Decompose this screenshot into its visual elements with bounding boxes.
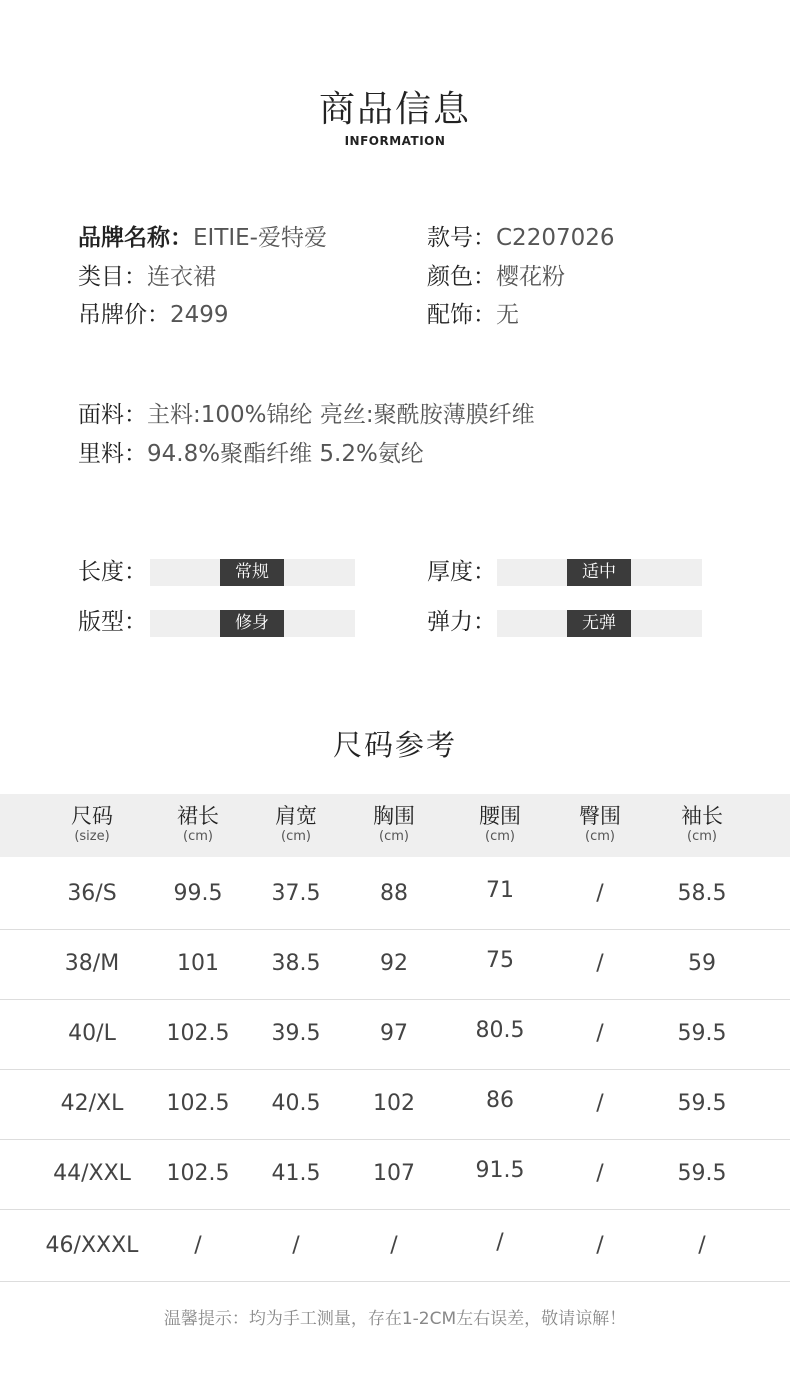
fabric-outer-label: 面料： [78, 402, 147, 428]
table-row [0, 998, 790, 1070]
table-row [0, 858, 790, 930]
category-row [78, 262, 216, 292]
table-cell: 71 [486, 878, 514, 903]
table-cell: 38/M [64, 951, 120, 976]
header-name: 袖长 [681, 804, 723, 828]
header-name: 肩宽 [275, 804, 317, 828]
header-name: 裙长 [177, 804, 219, 828]
page-title: 商品信息 [318, 89, 471, 130]
header-name: 臀围 [579, 804, 621, 828]
style-no-value: C2207026 [496, 225, 615, 251]
table-cell: / [496, 1230, 504, 1255]
table-cell: 42/XL [60, 1091, 124, 1116]
table-cell: 80.5 [475, 1018, 525, 1043]
brand-label: 品牌名称： [78, 225, 193, 251]
table-cell: 102 [373, 1091, 415, 1116]
category-value: 连衣裙 [147, 264, 216, 290]
table-cell: / [596, 1021, 604, 1046]
category-label: 类目： [78, 264, 147, 290]
attr-fit-bar [150, 610, 355, 637]
table-cell: / [596, 951, 604, 976]
table-cell: 102.5 [166, 1021, 230, 1046]
attr-length-bar [150, 559, 355, 586]
price-row [78, 300, 229, 330]
table-cell: 101 [177, 951, 219, 976]
table-cell: 38.5 [271, 951, 321, 976]
table-cell: 58.5 [677, 881, 727, 906]
header-name: 胸围 [373, 804, 415, 828]
table-cell: / [390, 1233, 398, 1258]
page-subtitle: INFORMATION [344, 134, 446, 148]
table-row [0, 928, 790, 1000]
color-label: 颜色： [427, 264, 496, 290]
attr-elasticity-tag: 无弹 [567, 610, 631, 637]
table-cell: / [596, 1161, 604, 1186]
table-cell: / [292, 1233, 300, 1258]
price-label: 吊牌价： [78, 302, 170, 328]
attr-thickness-bar [497, 559, 702, 586]
table-row [0, 1068, 790, 1140]
table-cell: 86 [486, 1088, 514, 1113]
attr-thickness-tag: 适中 [567, 559, 631, 586]
header-unit: (size) [74, 829, 110, 844]
header-unit: (cm) [687, 829, 717, 844]
table-cell: / [194, 1233, 202, 1258]
brand-row [78, 223, 327, 253]
header-unit: (cm) [281, 829, 311, 844]
attr-length-tag: 常规 [220, 559, 284, 586]
fabric-lining-value: 94.8%聚酯纤维 5.2%氨纶 [147, 441, 424, 467]
header-cell [246, 803, 346, 845]
attr-elasticity-label: 弹力： [427, 609, 496, 635]
header-unit: (cm) [379, 829, 409, 844]
table-cell: 40/L [68, 1021, 116, 1046]
fabric-lining-row [78, 439, 424, 469]
table-cell: 107 [373, 1161, 415, 1186]
table-cell: 59.5 [677, 1091, 727, 1116]
price-value: 2499 [170, 302, 229, 328]
table-cell: 41.5 [271, 1161, 321, 1186]
table-cell: 59.5 [677, 1021, 727, 1046]
info-header [0, 88, 790, 148]
header-cell [652, 803, 752, 845]
table-cell: 46/XXXL [45, 1233, 139, 1258]
header-cell [344, 803, 444, 845]
accessory-row [427, 300, 519, 330]
header-name: 腰围 [479, 804, 521, 828]
attr-thickness-label: 厚度： [427, 559, 496, 585]
table-cell: 37.5 [271, 881, 321, 906]
attr-elasticity-bar [497, 610, 702, 637]
attr-fit-label: 版型： [78, 609, 147, 635]
color-value: 樱花粉 [496, 264, 565, 290]
header-unit: (cm) [183, 829, 213, 844]
table-cell: 91.5 [475, 1158, 525, 1183]
header-unit: (cm) [485, 829, 515, 844]
header-cell [450, 803, 550, 845]
accessory-value: 无 [496, 302, 519, 328]
table-cell: / [596, 1091, 604, 1116]
table-cell: 59.5 [677, 1161, 727, 1186]
accessory-label: 配饰： [427, 302, 496, 328]
fabric-lining-label: 里料： [78, 441, 147, 467]
attr-length-label: 长度： [78, 559, 147, 585]
table-cell: / [698, 1233, 706, 1258]
header-cell [42, 803, 142, 845]
measurement-note: 温馨提示：均为手工测量，存在1-2CM左右误差，敬请谅解！ [163, 1309, 627, 1329]
table-row [0, 1210, 790, 1282]
header-unit: (cm) [585, 829, 615, 844]
fabric-outer-value: 主料:100%锦纶 亮丝:聚酰胺薄膜纤维 [147, 402, 535, 428]
table-cell: / [596, 881, 604, 906]
table-cell: 99.5 [173, 881, 223, 906]
header-cell [550, 803, 650, 845]
table-cell: 59 [688, 951, 716, 976]
color-row [427, 262, 565, 292]
table-cell: 36/S [67, 881, 117, 906]
table-cell: 97 [380, 1021, 408, 1046]
attr-fit-tag: 修身 [220, 610, 284, 637]
table-cell: 75 [486, 948, 514, 973]
brand-value: EITIE-爱特爱 [193, 225, 327, 251]
table-row [0, 1138, 790, 1210]
header-name: 尺码 [71, 804, 113, 828]
header-cell [148, 803, 248, 845]
table-cell: 39.5 [271, 1021, 321, 1046]
size-table-header [0, 794, 790, 857]
table-cell: / [596, 1233, 604, 1258]
table-cell: 102.5 [166, 1091, 230, 1116]
table-cell: 92 [380, 951, 408, 976]
size-chart-title: 尺码参考 [332, 728, 457, 762]
table-cell: 88 [380, 881, 408, 906]
style-no-label: 款号： [427, 225, 496, 251]
table-cell: 40.5 [271, 1091, 321, 1116]
style-no-row [427, 223, 615, 253]
table-cell: 102.5 [166, 1161, 230, 1186]
table-cell: 44/XXL [53, 1161, 131, 1186]
fabric-outer-row [78, 400, 535, 430]
